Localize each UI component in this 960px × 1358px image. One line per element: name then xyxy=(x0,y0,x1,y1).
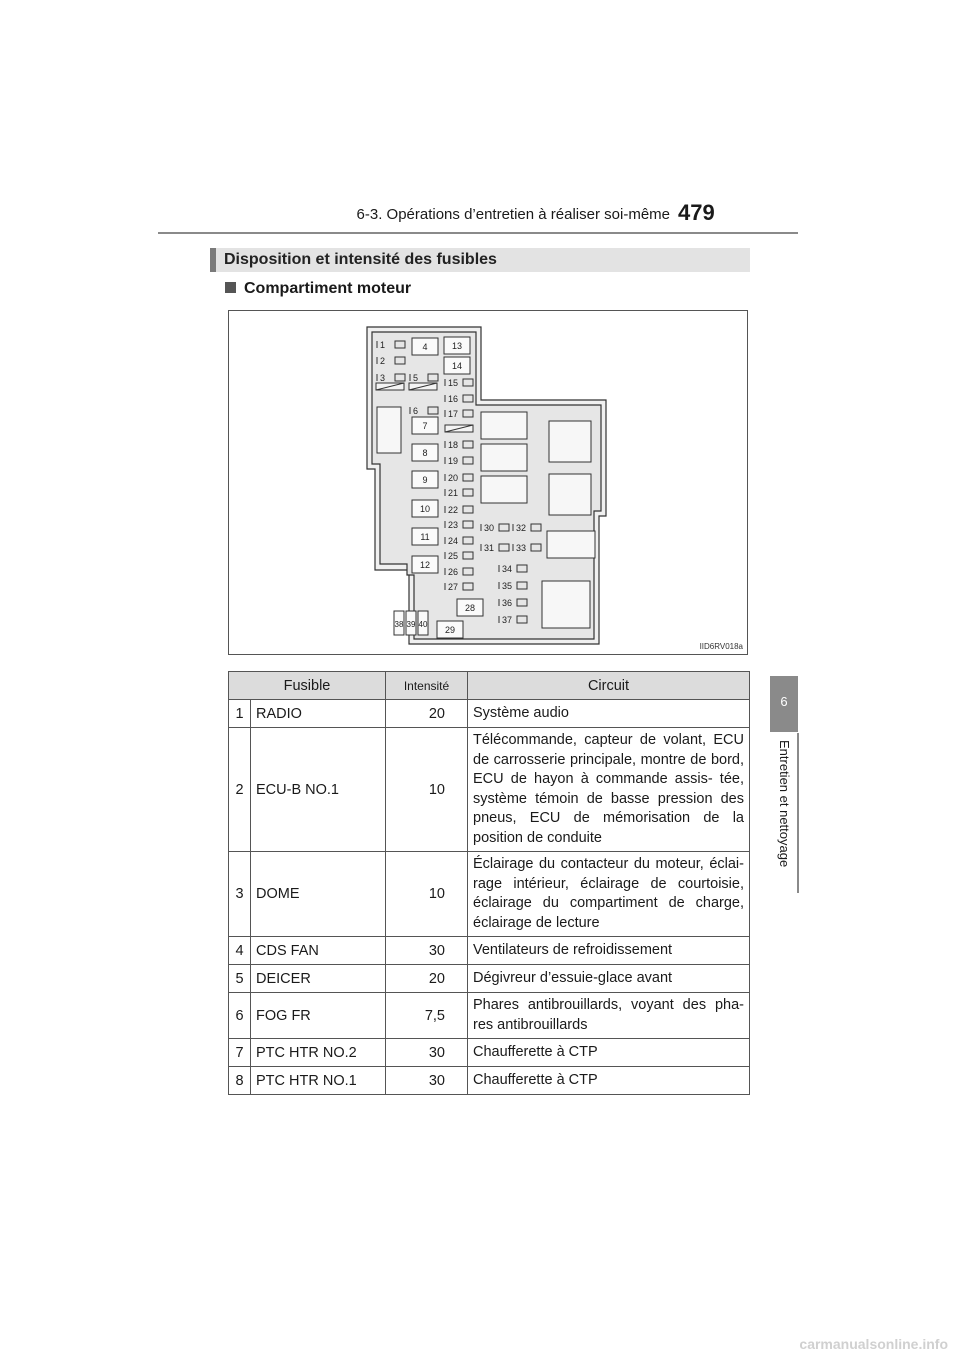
fuse-label: 2 xyxy=(380,356,386,366)
column-header-fuse: Fusible xyxy=(229,672,386,700)
fuse-label: 13 xyxy=(451,341,463,351)
fuse-number: 2 xyxy=(229,728,251,852)
fuse-circuit: Télécommande, capteur de volant, ECU de carrosserie principale, montre de bord, ECU de hayon à commande assis- tée, système témoin de basse pression des pneus, ECU de mémorisation de la position de conduite xyxy=(468,728,750,852)
fuse-name: DOME xyxy=(251,852,386,937)
fuse-label: 23 xyxy=(448,520,459,530)
square-bullet-icon xyxy=(225,282,236,293)
fuse-label: 4 xyxy=(422,342,428,352)
fuse-label: 27 xyxy=(448,582,459,592)
fuse-circuit: Ventilateurs de refroidissement xyxy=(468,937,750,965)
fuse-amperage: 30 xyxy=(386,1067,468,1095)
fuse-label: 28 xyxy=(464,603,476,613)
fuse-label: 25 xyxy=(448,551,459,561)
fuse-label: 39 xyxy=(406,620,416,629)
fuse-label: 5 xyxy=(413,373,419,383)
fuse-label: 40 xyxy=(418,620,428,629)
section-heading-accent xyxy=(210,248,216,272)
table-row xyxy=(229,993,750,1039)
column-header-amperage: Intensité xyxy=(386,672,468,700)
fuse-label: 19 xyxy=(448,456,459,466)
fuse-label: 7 xyxy=(422,421,428,431)
fuse-name: PTC HTR NO.1 xyxy=(251,1067,386,1095)
fuse-label: 11 xyxy=(420,532,430,542)
fuse-amperage: 10 xyxy=(386,728,468,852)
fuse-label: 8 xyxy=(422,448,428,458)
chapter-number: 6 xyxy=(780,694,788,709)
fuse-label: 17 xyxy=(448,409,459,419)
page-number: 479 xyxy=(678,200,715,225)
fuse-label: 26 xyxy=(448,567,459,577)
fuse-label: 35 xyxy=(502,581,513,591)
fuse-box-drawing xyxy=(229,311,747,654)
fuse-label: 38 xyxy=(394,620,404,629)
fuse-label: 24 xyxy=(448,536,459,546)
fuse-label: 34 xyxy=(502,564,513,574)
fuse-number: 4 xyxy=(229,937,251,965)
fuse-label: 14 xyxy=(451,361,463,371)
running-header: 6-3. Opérations d’entretien à réaliser soi-même xyxy=(356,206,670,223)
section-heading-bar xyxy=(210,248,750,272)
fuse-number: 8 xyxy=(229,1067,251,1095)
table-row xyxy=(229,852,750,937)
fuse-circuit: Dégivreur d’essuie-glace avant xyxy=(468,965,750,993)
fuse-label: 15 xyxy=(448,378,459,388)
fuse-circuit: Éclairage du contacteur du moteur, éclai- rage intérieur, éclairage de courtoisie, éclairage du compartiment de charge, éclairage de lecture xyxy=(468,852,750,937)
fuse-circuit: Phares antibrouillards, voyant des pha- res antibrouillards xyxy=(468,993,750,1039)
table-header-row xyxy=(229,672,750,700)
fuse-number: 3 xyxy=(229,852,251,937)
fuse-amperage: 20 xyxy=(386,700,468,728)
fuse-circuit: Chaufferette à CTP xyxy=(468,1067,750,1095)
fuse-label: 12 xyxy=(419,560,431,570)
fuse-name: PTC HTR NO.2 xyxy=(251,1039,386,1067)
chapter-label xyxy=(773,740,795,900)
fuse-name: CDS FAN xyxy=(251,937,386,965)
fuse-table xyxy=(228,671,750,1095)
fuse-circuit: Chaufferette à CTP xyxy=(468,1039,750,1067)
fuse-label: 1 xyxy=(380,340,386,350)
fuse-label: 36 xyxy=(502,598,513,608)
fuse-label: 9 xyxy=(422,475,428,485)
section-title: Disposition et intensité des fusibles xyxy=(224,251,497,268)
table-row xyxy=(229,1039,750,1067)
fuse-label: 6 xyxy=(413,406,419,416)
fuse-label: 16 xyxy=(448,394,459,404)
fuse-amperage: 30 xyxy=(386,937,468,965)
fuse-label: 37 xyxy=(502,615,513,625)
subheading-text: Compartiment moteur xyxy=(244,280,412,297)
fuse-name: DEICER xyxy=(251,965,386,993)
fuse-box-diagram xyxy=(228,310,748,655)
fuse-amperage: 30 xyxy=(386,1039,468,1067)
fuse-label: 33 xyxy=(516,543,527,553)
fuse-amperage: 10 xyxy=(386,852,468,937)
diagram-code: IID6RV018a xyxy=(699,642,743,651)
fuse-amperage: 20 xyxy=(386,965,468,993)
fuse-number: 7 xyxy=(229,1039,251,1067)
fuse-label: 31 xyxy=(484,543,495,553)
chapter-label-text: Entretien et nettoyage xyxy=(777,740,792,868)
column-header-circuit: Circuit xyxy=(468,672,750,700)
chapter-rule xyxy=(797,733,799,893)
fuse-label: 30 xyxy=(484,523,495,533)
table-row xyxy=(229,965,750,993)
subheading xyxy=(225,280,411,298)
fuse-number: 6 xyxy=(229,993,251,1039)
fuse-label: 29 xyxy=(444,625,456,635)
fuse-name: FOG FR xyxy=(251,993,386,1039)
table-row xyxy=(229,728,750,852)
fuse-label: 3 xyxy=(380,373,386,383)
fuse-label: 10 xyxy=(419,504,431,514)
fuse-label: 18 xyxy=(448,440,459,450)
fuse-amperage: 7,5 xyxy=(386,993,468,1039)
fuse-number: 1 xyxy=(229,700,251,728)
fuse-number: 5 xyxy=(229,965,251,993)
fuse-circuit: Système audio xyxy=(468,700,750,728)
fuse-label: 21 xyxy=(448,488,459,498)
header-rule xyxy=(158,232,798,234)
fuse-name: ECU-B NO.1 xyxy=(251,728,386,852)
fuse-label: 22 xyxy=(448,505,459,515)
table-row xyxy=(229,700,750,728)
watermark: carmanualsonline.info xyxy=(799,1336,948,1352)
fuse-name: RADIO xyxy=(251,700,386,728)
table-row xyxy=(229,937,750,965)
fuse-label: 32 xyxy=(516,523,527,533)
fuse-label: 20 xyxy=(448,473,459,483)
table-row xyxy=(229,1067,750,1095)
chapter-tab xyxy=(770,676,798,732)
